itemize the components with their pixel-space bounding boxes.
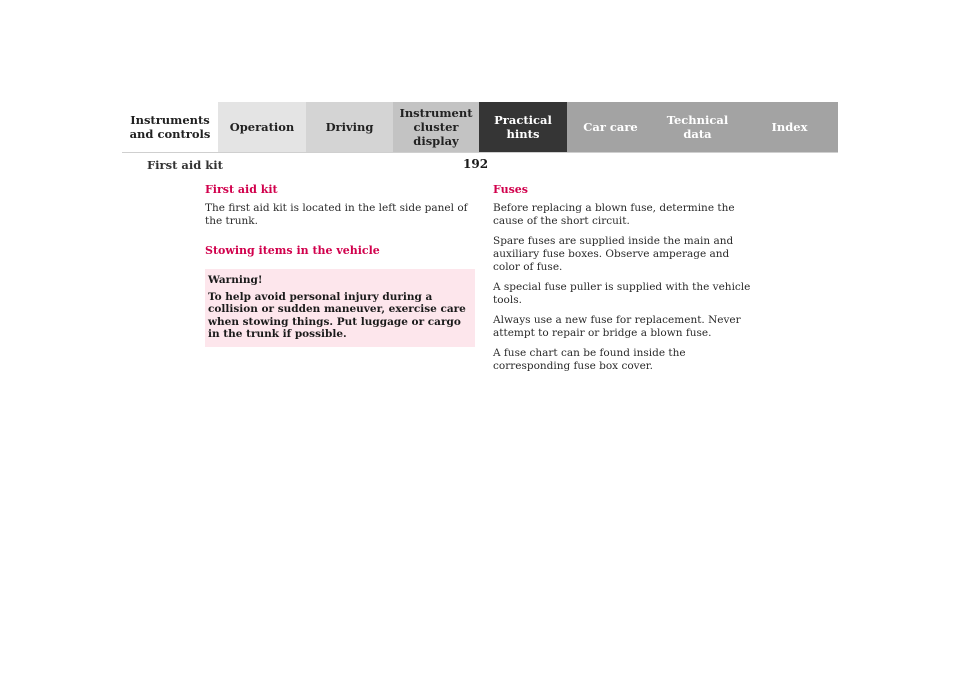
tab-index[interactable]: Index — [741, 102, 838, 152]
tab-car-care[interactable]: Car care — [567, 102, 654, 152]
warning-text: To help avoid personal injury during a collision or sudden maneuver, exercise care when stowing things. Put luggage or cargo in the trunk if possible. — [208, 290, 466, 340]
page-number: 192 — [463, 157, 489, 171]
fuses-heading: Fuses — [493, 183, 528, 196]
fuses-paragraph: A fuse chart can be found inside the corresponding fuse box cover. — [493, 347, 686, 372]
section-title: First aid kit — [147, 158, 223, 172]
fuses-paragraph: Spare fuses are supplied inside the main and auxiliary fuse boxes. Observe amperage and color of fuse. — [493, 235, 734, 273]
right-column — [493, 183, 758, 380]
chapter-tabs — [122, 102, 838, 152]
fuses-paragraph: Always use a new fuse for replacement. Never attempt to repair or bridge a blown fuse. — [493, 314, 741, 339]
warning-title: Warning! — [208, 274, 263, 286]
fuses-paragraph: A special fuse puller is supplied with the vehicle tools. — [493, 281, 751, 306]
first-aid-heading: First aid kit — [205, 183, 278, 196]
tab-instrument-cluster-display[interactable]: Instrument cluster display — [393, 102, 479, 152]
warning-box — [205, 269, 475, 347]
tab-technical-data[interactable]: Technical data — [654, 102, 741, 152]
first-aid-text: The first aid kit is located in the left side panel of the trunk. — [205, 202, 468, 227]
fuses-paragraph: Before replacing a blown fuse, determine the cause of the short circuit. — [493, 202, 735, 227]
tab-operation[interactable]: Operation — [218, 102, 306, 152]
stowing-heading: Stowing items in the vehicle — [205, 244, 380, 257]
left-column — [205, 183, 470, 347]
tab-practical-hints[interactable]: Practical hints — [479, 102, 567, 152]
tab-instruments-and-controls[interactable]: Instruments and controls — [122, 102, 218, 152]
header-divider — [122, 152, 838, 153]
tab-driving[interactable]: Driving — [306, 102, 393, 152]
